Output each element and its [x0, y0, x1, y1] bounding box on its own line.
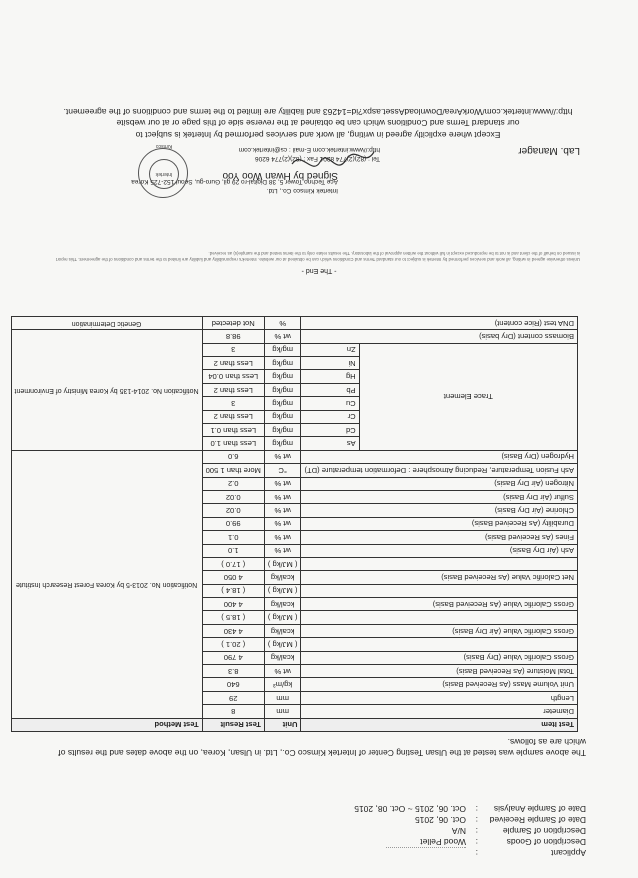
result-cell: 98.8 [202, 330, 264, 343]
result-cell: 4 790 [202, 651, 264, 664]
result-cell: ( 18.4 ) [202, 584, 264, 597]
result-cell: 0.2 [202, 477, 264, 490]
result-cell: 0.02 [202, 490, 264, 503]
table-row [11, 437, 577, 450]
unit-cell: mg/kg [264, 370, 301, 383]
unit-cell: wt % [264, 504, 301, 517]
test-item-cell [301, 611, 578, 624]
trace-element-symbol: Ni [301, 357, 359, 370]
trace-element-symbol: Hg [301, 370, 359, 383]
result-cell: 4 400 [202, 598, 264, 611]
unit-cell: kcal/kg [264, 624, 301, 637]
received-value: Oct. 06, 2015 [414, 815, 466, 825]
applicant-redacted [386, 847, 466, 858]
result-cell: 99.0 [202, 517, 264, 530]
applicant-label: Applicant [551, 848, 586, 858]
trace-element-symbol: Cr [301, 410, 359, 423]
unit-cell: mg/kg [264, 437, 301, 450]
lab-manager: Lab. Manager [518, 145, 580, 156]
unit-cell: ( MJ/kg ) [264, 638, 301, 651]
test-item-cell: Nitrogen (Air Dry Basis) [301, 477, 578, 490]
unit-cell: wt % [264, 490, 301, 503]
test-item-cell: Fines (As Received Basis) [301, 531, 578, 544]
unit-cell: wt % [264, 330, 301, 343]
company-name: Intertek Kimsco Co., Ltd. [266, 187, 338, 194]
unit-cell: ( MJ/kg ) [264, 611, 301, 624]
test-item-cell: Ash Fusion Temperature, Reducing Atmosphere : Deformation temperature (DT) [301, 464, 578, 477]
unit-cell: % [264, 316, 301, 329]
unit-cell: wt % [264, 517, 301, 530]
trace-element-symbol: Zn [301, 343, 359, 356]
test-item-cell: Unit Volume Mass (As Received Basis) [301, 678, 578, 691]
intro-text: The above sample was tested at the Ulsan Testing Center of Intertek Kimsco Co., Ltd. in Ulsan, Korea, on the above dates and the results of which are as follows. [58, 737, 586, 758]
trace-element-symbol: Cu [301, 397, 359, 410]
unit-cell: mg/kg [264, 397, 301, 410]
unit-cell: mg/kg [264, 343, 301, 356]
company-address: Ace Techno Tower 5, 38 Digital-ro 29 gil, Guro-gu, Seoul 152-725 Korea [131, 178, 338, 186]
report-header: Applicant : Description of Goods : Wood Pellet Description of Sample : N/A Date of Sample Received : Oct. 06, 2015 Date of Sample Analysis : Oct. 06, 2015 ~ Oct. 08, 2015 [354, 804, 586, 858]
result-cell: 3 [202, 397, 264, 410]
footer-terms [58, 106, 578, 141]
unit-cell: °C [264, 464, 301, 477]
test-item-cell [301, 557, 578, 570]
result-cell: 3 [202, 343, 264, 356]
header-unit: Unit [264, 718, 301, 731]
method-cell: Notification No. 2014-135 by Korea Ministry of Environment [11, 330, 202, 451]
tel-fax: Tel : (82)(2)774 8201 Fax : (82)(2)774 6206 [254, 155, 380, 162]
unit-cell: mg/kg [264, 383, 301, 396]
unit-cell: mm [264, 691, 301, 704]
test-item-cell: Length [301, 691, 578, 704]
table-header-row [11, 718, 577, 731]
test-item-cell [301, 584, 578, 597]
unit-cell: kcal/kg [264, 598, 301, 611]
test-item-cell: DNA test (Rice content) [301, 316, 578, 329]
footer-line-2: our standard Terms and Conditions which can be obtained at the reverse side of this page or at our website [116, 118, 520, 129]
unit-cell: ( MJ/kg ) [264, 557, 301, 570]
result-cell: 0.02 [202, 504, 264, 517]
table-row [11, 705, 577, 718]
result-cell: More than 1 500 [202, 464, 264, 477]
unit-cell: kcal/kg [264, 571, 301, 584]
test-item-cell: Sulfur (Air Dry Basis) [301, 490, 578, 503]
trace-element-symbol: Cd [301, 424, 359, 437]
test-item-cell: Chlorine (Air Dry Basis) [301, 504, 578, 517]
test-item-cell [301, 638, 578, 651]
fine-print: Unless otherwise agreed in writing, all work and services performed by Intertek is subject to our standard Terms and Conditions which can be obtained at our website. Intertek's responsibility and liability are limited to the terms and conditions of the agreement. This report is issued on behalf of the client and is not to be reproduced except in full without the written approval of the laboratory. The results relate only to the items tested and the sample(s) as received. [56, 251, 580, 262]
result-cell: 8.3 [202, 665, 264, 678]
web-email: http://www.intertek.com E-mail : cs@intertek.com [238, 146, 380, 154]
unit-cell: wt % [264, 665, 301, 678]
trace-element-label: Trace Element [359, 343, 577, 450]
contact-block [50, 145, 380, 162]
sample-label: Description of Sample [502, 826, 586, 836]
unit-cell: kcal/kg [264, 651, 301, 664]
unit-cell: ( MJ/kg ) [264, 584, 301, 597]
unit-cell: wt % [264, 531, 301, 544]
result-cell: ( 20.1 ) [202, 638, 264, 651]
stamp-text: Intertek Kimsco [149, 159, 179, 189]
results-table [11, 316, 578, 732]
unit-cell: mg/kg [264, 424, 301, 437]
test-item-cell: Total Moisture (As Received Basis) [301, 665, 578, 678]
end-mark: - The End - [301, 267, 337, 274]
result-cell: 0.1 [202, 531, 264, 544]
result-cell: ( 17.0 ) [202, 557, 264, 570]
result-cell: Less than 2 [202, 383, 264, 396]
test-item-cell: Gross Calorific Value (Air Dry Basis) [301, 624, 578, 637]
test-item-cell: Diameter [301, 705, 578, 718]
sample-value: N/A [451, 826, 466, 836]
result-cell: 4 430 [202, 624, 264, 637]
test-item-cell: Gross Calorific Value (As Received Basis) [301, 598, 578, 611]
result-cell: Less than 2 [202, 410, 264, 423]
received-label: Date of Sample Received [489, 815, 586, 825]
unit-cell: mg/kg [264, 357, 301, 370]
result-cell: Less than 1.0 [202, 437, 264, 450]
result-cell: ( 18.5 ) [202, 611, 264, 624]
header-test-item: Test Item [301, 718, 578, 731]
trace-element-symbol: As [301, 437, 359, 450]
test-item-cell: Ash (Air Dry Basis) [301, 544, 578, 557]
result-cell: Less than 0.1 [202, 424, 264, 437]
unit-cell: wt % [264, 544, 301, 557]
goods-value: Wood Pellet [420, 837, 466, 847]
signed-by: Signed by Hwan Woo Yoo [222, 170, 338, 181]
trace-element-symbol: Pb [301, 383, 359, 396]
result-cell: Less than 0.04 [202, 370, 264, 383]
footer-line-1: Except where explicitly agreed in writing, all work and services performed by Intertek is subject to [135, 130, 501, 140]
unit-cell: mg/kg [264, 410, 301, 423]
analysis-value: Oct. 06, 2015 ~ Oct. 08, 2015 [354, 804, 466, 814]
test-item-cell: Biomass content (Dry basis) [301, 330, 578, 343]
unit-cell: mm [264, 705, 301, 718]
result-cell: Not detected [202, 316, 264, 329]
unit-cell: kg/m³ [264, 678, 301, 691]
test-item-cell: Gross Calorific Value (Dry Basis) [301, 651, 578, 664]
unit-cell: wt % [264, 450, 301, 463]
result-cell: 4 050 [202, 571, 264, 584]
test-item-cell: Durability (As Received Basis) [301, 517, 578, 530]
result-cell: 8 [202, 705, 264, 718]
test-item-cell: Hydrogen (Dry Basis) [301, 450, 578, 463]
table-row [11, 316, 577, 329]
result-cell: Less than 2 [202, 357, 264, 370]
method-cell: Genetic Determination [11, 316, 202, 329]
test-item-cell: Net Calorific Value (As Received Basis) [301, 571, 578, 584]
goods-label: Description of Goods [506, 837, 586, 847]
result-cell: 1.0 [202, 544, 264, 557]
header-test-method: Test Method [11, 718, 202, 731]
footer-line-3: http://www.intertek.com/WorkArea/DownloadAsset.aspx?id=14263 and liability are limited to the terms and conditions of the agreement. [63, 107, 573, 117]
header-test-result: Test Result [202, 718, 264, 731]
result-cell: 6.0 [202, 450, 264, 463]
method-cell: Notification No. 2013-5 by Korea Forest Research Institute [11, 450, 202, 718]
analysis-label: Date of Sample Analysis [493, 804, 586, 814]
table-body [11, 316, 577, 718]
unit-cell: wt % [264, 477, 301, 490]
result-cell: 640 [202, 678, 264, 691]
result-cell: 29 [202, 691, 264, 704]
